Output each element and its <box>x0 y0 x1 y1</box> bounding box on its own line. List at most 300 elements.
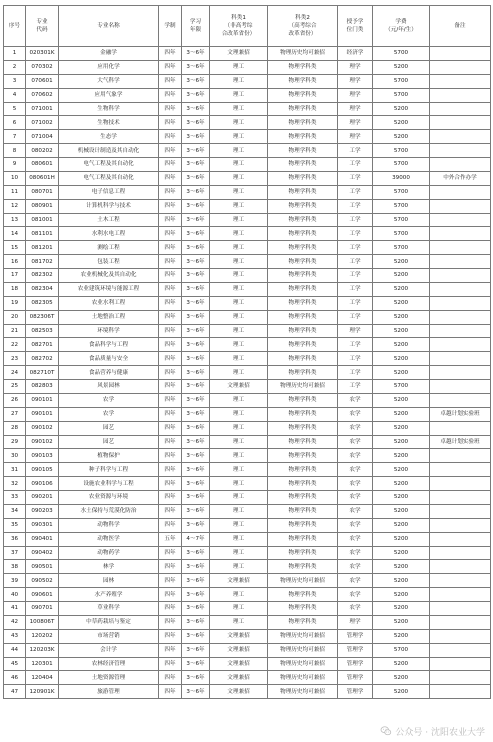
cell-cat2: 物理学科类 <box>268 366 338 380</box>
cell-years: 3～6年 <box>182 310 210 324</box>
cell-years: 3～6年 <box>182 171 210 185</box>
table-row <box>4 255 491 269</box>
cell-code: 090105 <box>26 463 59 477</box>
cell-system: 四年 <box>159 241 182 255</box>
cell-fee: 5200 <box>373 685 430 699</box>
cell-years: 3～6年 <box>182 213 210 227</box>
cell-cat2: 物理学科类 <box>268 102 338 116</box>
table-row <box>4 560 491 574</box>
cell-years: 3～6年 <box>182 88 210 102</box>
cell-code: 090501 <box>26 560 59 574</box>
cell-name: 种子科学与工程 <box>59 463 159 477</box>
cell-system: 四年 <box>159 491 182 505</box>
cell-cat2: 物理学科类 <box>268 393 338 407</box>
cell-degree: 农学 <box>338 435 373 449</box>
cell-name: 环境科学 <box>59 324 159 338</box>
cell-name: 金融学 <box>59 47 159 61</box>
table-row <box>4 213 491 227</box>
cell-fee: 5200 <box>373 491 430 505</box>
cell-fee: 5200 <box>373 463 430 477</box>
table-row <box>4 227 491 241</box>
header-degree-line2: 位门类 <box>346 27 364 33</box>
cell-system: 四年 <box>159 269 182 283</box>
cell-cat1: 理工 <box>210 352 268 366</box>
cell-fee: 5700 <box>373 144 430 158</box>
cell-system: 四年 <box>159 477 182 491</box>
cell-fee: 5700 <box>373 643 430 657</box>
cell-system: 四年 <box>159 60 182 74</box>
cell-years: 3～6年 <box>182 380 210 394</box>
cell-no: 11 <box>4 185 26 199</box>
cell-cat2: 物理学科类 <box>268 532 338 546</box>
cell-code: 120203K <box>26 643 59 657</box>
cell-system: 四年 <box>159 574 182 588</box>
table-row <box>4 657 491 671</box>
cell-cat2: 物理学科类 <box>268 449 338 463</box>
cell-cat1: 理工 <box>210 615 268 629</box>
cell-name: 中草药栽培与鉴定 <box>59 615 159 629</box>
cell-name: 电气工程及其自动化 <box>59 158 159 172</box>
cell-name: 农业机械化及其自动化 <box>59 269 159 283</box>
cell-cat1: 理工 <box>210 421 268 435</box>
table-row <box>4 380 491 394</box>
cell-no: 41 <box>4 602 26 616</box>
header-degree <box>338 6 373 47</box>
header-degree-line1: 授予学 <box>346 19 364 25</box>
cell-system: 四年 <box>159 352 182 366</box>
cell-years: 3～6年 <box>182 269 210 283</box>
cell-no: 33 <box>4 491 26 505</box>
table-row <box>4 171 491 185</box>
cell-years: 3～6年 <box>182 615 210 629</box>
cell-degree: 农学 <box>338 477 373 491</box>
cell-cat1: 理工 <box>210 102 268 116</box>
cell-no: 38 <box>4 560 26 574</box>
cell-degree: 工学 <box>338 380 373 394</box>
cell-degree: 理学 <box>338 60 373 74</box>
watermark <box>378 723 487 739</box>
cell-cat1: 理工 <box>210 171 268 185</box>
cell-note <box>430 130 491 144</box>
cell-code: 070601 <box>26 74 59 88</box>
table-row <box>4 116 491 130</box>
cell-no: 44 <box>4 643 26 657</box>
cell-degree: 管理学 <box>338 657 373 671</box>
cell-fee: 5200 <box>373 546 430 560</box>
table-row <box>4 60 491 74</box>
header-cat1-line3: 合改革省份） <box>221 31 256 37</box>
cell-system: 四年 <box>159 657 182 671</box>
cell-cat1: 理工 <box>210 449 268 463</box>
table-row <box>4 310 491 324</box>
cell-code: 080601 <box>26 158 59 172</box>
cell-note <box>430 269 491 283</box>
cell-name: 应用气象学 <box>59 88 159 102</box>
header-fee-line2: （元/年/生） <box>385 27 417 33</box>
cell-system: 四年 <box>159 671 182 685</box>
cell-no: 27 <box>4 407 26 421</box>
cell-name: 园艺 <box>59 435 159 449</box>
cell-years: 3～6年 <box>182 643 210 657</box>
cell-code: 082302 <box>26 269 59 283</box>
cell-name: 生态学 <box>59 130 159 144</box>
cell-system: 五年 <box>159 532 182 546</box>
cell-no: 22 <box>4 338 26 352</box>
cell-code: 070602 <box>26 88 59 102</box>
table-row <box>4 463 491 477</box>
cell-cat2: 物理学科类 <box>268 588 338 602</box>
cell-code: 090102 <box>26 435 59 449</box>
cell-name: 旅游管理 <box>59 685 159 699</box>
cell-years: 3～6年 <box>182 504 210 518</box>
cell-code: 120901K <box>26 685 59 699</box>
cell-degree: 工学 <box>338 269 373 283</box>
cell-name: 农学 <box>59 393 159 407</box>
cell-system: 四年 <box>159 421 182 435</box>
cell-cat1: 文理兼招 <box>210 685 268 699</box>
cell-fee: 5200 <box>373 574 430 588</box>
cell-cat1: 理工 <box>210 130 268 144</box>
cell-years: 3～6年 <box>182 338 210 352</box>
cell-system: 四年 <box>159 643 182 657</box>
cell-cat1: 理工 <box>210 546 268 560</box>
cell-name: 测绘工程 <box>59 241 159 255</box>
cell-degree: 工学 <box>338 185 373 199</box>
cell-no: 5 <box>4 102 26 116</box>
table-row <box>4 269 491 283</box>
table-row <box>4 366 491 380</box>
cell-years: 3～6年 <box>182 158 210 172</box>
cell-degree: 理学 <box>338 116 373 130</box>
cell-code: 081101 <box>26 227 59 241</box>
cell-fee: 5200 <box>373 615 430 629</box>
cell-note: 中外合作办学 <box>430 171 491 185</box>
cell-cat2: 物理学科类 <box>268 227 338 241</box>
cell-system: 四年 <box>159 282 182 296</box>
header-note-text: 备注 <box>454 23 466 29</box>
cell-note <box>430 518 491 532</box>
cell-cat1: 理工 <box>210 199 268 213</box>
cell-cat2: 物理历史均可兼招 <box>268 685 338 699</box>
cell-years: 3～6年 <box>182 574 210 588</box>
cell-cat2: 物理学科类 <box>268 241 338 255</box>
cell-degree: 工学 <box>338 158 373 172</box>
cell-fee: 5700 <box>373 199 430 213</box>
cell-code: 090601 <box>26 588 59 602</box>
cell-degree: 农学 <box>338 504 373 518</box>
cell-years: 3～6年 <box>182 130 210 144</box>
cell-code: 090103 <box>26 449 59 463</box>
cell-name: 土木工程 <box>59 213 159 227</box>
cell-note <box>430 671 491 685</box>
cell-fee: 5200 <box>373 532 430 546</box>
cell-name: 市场营销 <box>59 629 159 643</box>
header-note <box>430 6 491 47</box>
header-row <box>4 6 491 47</box>
cell-no: 21 <box>4 324 26 338</box>
cell-name: 土地整治工程 <box>59 310 159 324</box>
cell-no: 6 <box>4 116 26 130</box>
cell-cat1: 理工 <box>210 491 268 505</box>
header-name <box>59 6 159 47</box>
table-row <box>4 518 491 532</box>
cell-cat1: 理工 <box>210 269 268 283</box>
cell-degree: 农学 <box>338 532 373 546</box>
cell-code: 090201 <box>26 491 59 505</box>
header-no <box>4 6 26 47</box>
cell-cat2: 物理学科类 <box>268 171 338 185</box>
majors-table <box>3 5 491 699</box>
cell-degree: 管理学 <box>338 629 373 643</box>
cell-system: 四年 <box>159 435 182 449</box>
cell-cat1: 理工 <box>210 144 268 158</box>
cell-no: 45 <box>4 657 26 671</box>
cell-name: 生物技术 <box>59 116 159 130</box>
cell-no: 29 <box>4 435 26 449</box>
cell-note <box>430 546 491 560</box>
cell-cat2: 物理历史均可兼招 <box>268 671 338 685</box>
cell-name: 包装工程 <box>59 255 159 269</box>
cell-degree: 农学 <box>338 463 373 477</box>
cell-no: 31 <box>4 463 26 477</box>
cell-system: 四年 <box>159 380 182 394</box>
cell-cat1: 理工 <box>210 241 268 255</box>
cell-system: 四年 <box>159 602 182 616</box>
cell-fee: 5200 <box>373 366 430 380</box>
cell-code: 120404 <box>26 671 59 685</box>
cell-code: 090701 <box>26 602 59 616</box>
cell-fee: 39000 <box>373 171 430 185</box>
cell-degree: 工学 <box>338 199 373 213</box>
cell-fee: 5200 <box>373 504 430 518</box>
cell-note <box>430 602 491 616</box>
cell-fee: 5700 <box>373 380 430 394</box>
table-row <box>4 588 491 602</box>
cell-degree: 工学 <box>338 310 373 324</box>
cell-no: 4 <box>4 88 26 102</box>
cell-cat1: 文理兼招 <box>210 643 268 657</box>
cell-note <box>430 504 491 518</box>
cell-years: 3～6年 <box>182 144 210 158</box>
cell-years: 3～6年 <box>182 435 210 449</box>
cell-note <box>430 116 491 130</box>
cell-note <box>430 282 491 296</box>
cell-name: 园艺 <box>59 421 159 435</box>
cell-no: 24 <box>4 366 26 380</box>
table-row <box>4 88 491 102</box>
cell-fee: 5200 <box>373 393 430 407</box>
cell-code: 080701 <box>26 185 59 199</box>
cell-degree: 农学 <box>338 449 373 463</box>
cell-note <box>430 227 491 241</box>
cell-no: 35 <box>4 518 26 532</box>
cell-fee: 5200 <box>373 324 430 338</box>
cell-cat2: 物理学科类 <box>268 88 338 102</box>
cell-cat1: 理工 <box>210 504 268 518</box>
header-no-text: 序号 <box>8 23 21 29</box>
cell-cat2: 物理学科类 <box>268 130 338 144</box>
cell-name: 食品质量与安全 <box>59 352 159 366</box>
table-row <box>4 491 491 505</box>
cell-years: 3～6年 <box>182 47 210 61</box>
cell-cat2: 物理学科类 <box>268 560 338 574</box>
cell-note <box>430 366 491 380</box>
cell-fee: 5700 <box>373 74 430 88</box>
cell-system: 四年 <box>159 546 182 560</box>
cell-degree: 农学 <box>338 518 373 532</box>
cell-system: 四年 <box>159 407 182 421</box>
cell-degree: 工学 <box>338 213 373 227</box>
cell-fee: 5200 <box>373 421 430 435</box>
cell-years: 3～6年 <box>182 352 210 366</box>
table-row <box>4 324 491 338</box>
table-row <box>4 615 491 629</box>
cell-no: 23 <box>4 352 26 366</box>
cell-cat2: 物理学科类 <box>268 504 338 518</box>
cell-system: 四年 <box>159 74 182 88</box>
cell-note <box>430 255 491 269</box>
table-row <box>4 421 491 435</box>
cell-no: 17 <box>4 269 26 283</box>
cell-code: 082803 <box>26 380 59 394</box>
cell-years: 3～6年 <box>182 255 210 269</box>
cell-note: 卓越计划实验班 <box>430 407 491 421</box>
cell-code: 090106 <box>26 477 59 491</box>
cell-system: 四年 <box>159 158 182 172</box>
cell-code: 082503 <box>26 324 59 338</box>
cell-note <box>430 477 491 491</box>
cell-fee: 5200 <box>373 60 430 74</box>
cell-cat2: 物理学科类 <box>268 185 338 199</box>
cell-code: 081201 <box>26 241 59 255</box>
cell-cat2: 物理学科类 <box>268 213 338 227</box>
header-cat2-line2: （高考综合 <box>288 23 317 29</box>
cell-years: 3～6年 <box>182 241 210 255</box>
cell-no: 30 <box>4 449 26 463</box>
cell-cat2: 物理历史均可兼招 <box>268 643 338 657</box>
cell-name: 植物保护 <box>59 449 159 463</box>
cell-fee: 5700 <box>373 213 430 227</box>
cell-cat1: 理工 <box>210 477 268 491</box>
cell-code: 090402 <box>26 546 59 560</box>
cell-note <box>430 421 491 435</box>
table-row <box>4 74 491 88</box>
cell-years: 3～6年 <box>182 296 210 310</box>
cell-no: 32 <box>4 477 26 491</box>
header-fee <box>373 6 430 47</box>
cell-system: 四年 <box>159 199 182 213</box>
cell-degree: 农学 <box>338 588 373 602</box>
cell-no: 15 <box>4 241 26 255</box>
cell-system: 四年 <box>159 296 182 310</box>
table-row <box>4 158 491 172</box>
header-years-line2: 年限 <box>189 27 202 33</box>
cell-no: 3 <box>4 74 26 88</box>
cell-system: 四年 <box>159 88 182 102</box>
cell-no: 14 <box>4 227 26 241</box>
cell-name: 设施农业科学与工程 <box>59 477 159 491</box>
cell-note <box>430 615 491 629</box>
cell-name: 动物药学 <box>59 546 159 560</box>
cell-years: 3～6年 <box>182 449 210 463</box>
cell-code: 090102 <box>26 421 59 435</box>
cell-system: 四年 <box>159 185 182 199</box>
cell-system: 四年 <box>159 366 182 380</box>
cell-fee: 5200 <box>373 338 430 352</box>
cell-note <box>430 88 491 102</box>
cell-cat1: 理工 <box>210 560 268 574</box>
cell-years: 3～6年 <box>182 657 210 671</box>
cell-code: 090101 <box>26 393 59 407</box>
cell-years: 3～6年 <box>182 393 210 407</box>
cell-fee: 5200 <box>373 657 430 671</box>
cell-cat1: 文理兼招 <box>210 657 268 671</box>
cell-degree: 农学 <box>338 560 373 574</box>
cell-years: 3～6年 <box>182 227 210 241</box>
cell-years: 3～6年 <box>182 116 210 130</box>
cell-years: 3～6年 <box>182 685 210 699</box>
table-row <box>4 199 491 213</box>
cell-system: 四年 <box>159 310 182 324</box>
cell-years: 3～6年 <box>182 491 210 505</box>
cell-no: 36 <box>4 532 26 546</box>
cell-degree: 农学 <box>338 421 373 435</box>
cell-code: 082304 <box>26 282 59 296</box>
cell-note <box>430 310 491 324</box>
header-cat1 <box>210 6 268 47</box>
table-row <box>4 546 491 560</box>
cell-cat2: 物理学科类 <box>268 116 338 130</box>
cell-system: 四年 <box>159 102 182 116</box>
table-row <box>4 144 491 158</box>
cell-years: 3～6年 <box>182 185 210 199</box>
cell-fee: 5200 <box>373 282 430 296</box>
cell-system: 四年 <box>159 629 182 643</box>
cell-cat2: 物理学科类 <box>268 199 338 213</box>
cell-no: 9 <box>4 158 26 172</box>
cell-note <box>430 338 491 352</box>
header-years <box>182 6 210 47</box>
cell-code: 082306T <box>26 310 59 324</box>
cell-note <box>430 629 491 643</box>
header-code-line1: 专业 <box>36 19 48 25</box>
header-cat2-line3: 改革省份） <box>288 31 317 37</box>
header-system <box>159 6 182 47</box>
cell-fee: 5200 <box>373 588 430 602</box>
cell-name: 大气科学 <box>59 74 159 88</box>
header-fee-line1: 学费 <box>395 19 407 25</box>
cell-no: 20 <box>4 310 26 324</box>
cell-degree: 理学 <box>338 102 373 116</box>
cell-fee: 5200 <box>373 130 430 144</box>
cell-system: 四年 <box>159 463 182 477</box>
cell-fee: 5200 <box>373 352 430 366</box>
cell-note <box>430 324 491 338</box>
cell-no: 16 <box>4 255 26 269</box>
cell-years: 3～6年 <box>182 60 210 74</box>
cell-degree: 管理学 <box>338 685 373 699</box>
cell-code: 071004 <box>26 130 59 144</box>
cell-years: 3～6年 <box>182 588 210 602</box>
cell-cat1: 理工 <box>210 532 268 546</box>
cell-cat2: 物理学科类 <box>268 518 338 532</box>
cell-cat1: 理工 <box>210 435 268 449</box>
cell-fee: 5200 <box>373 671 430 685</box>
table-row <box>4 338 491 352</box>
cell-note <box>430 47 491 61</box>
cell-note <box>430 449 491 463</box>
cell-degree: 工学 <box>338 282 373 296</box>
